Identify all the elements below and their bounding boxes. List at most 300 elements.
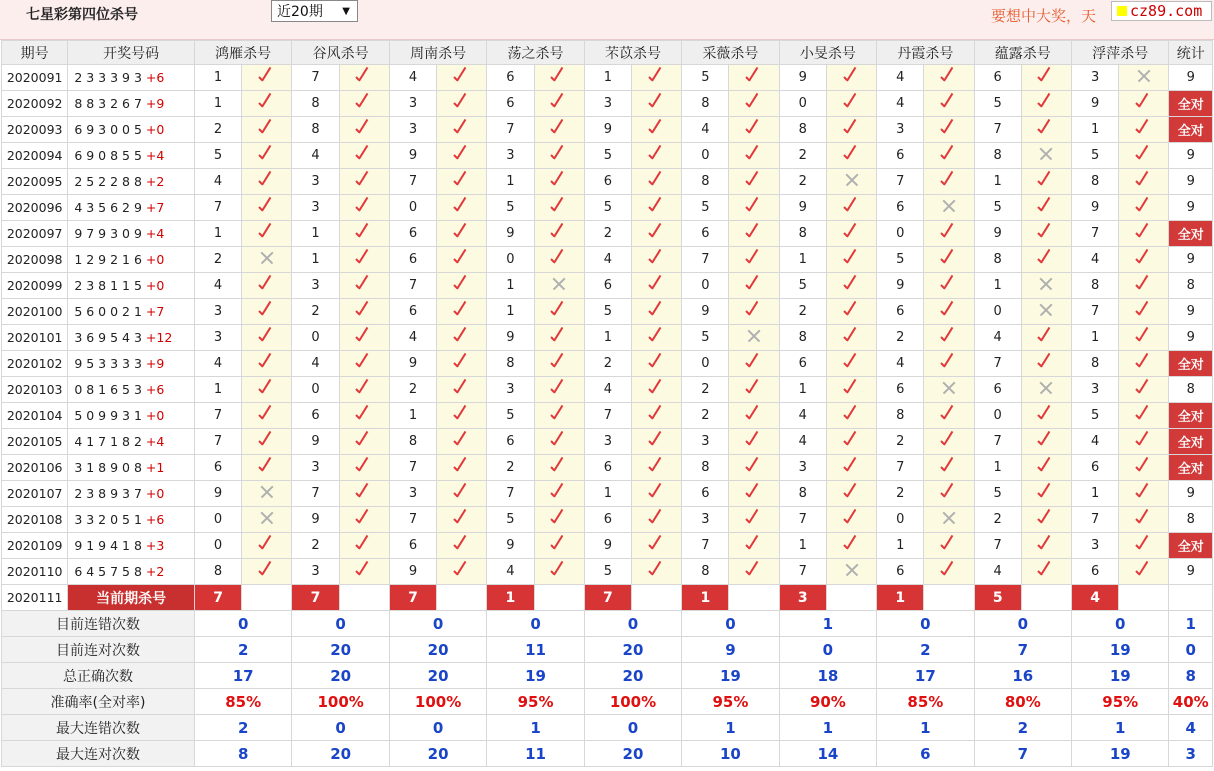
check-icon — [354, 353, 374, 371]
stats-value: 2 — [194, 637, 291, 663]
kill-number-cell: 9 — [877, 273, 924, 299]
stats-value: 6 — [877, 741, 974, 767]
check-icon — [1036, 327, 1056, 345]
kill-number-cell: 9 — [1072, 91, 1119, 117]
kill-number-cell: 4 — [1072, 429, 1119, 455]
sum-offset: +4 — [145, 148, 165, 163]
check-icon — [647, 223, 667, 241]
stat-cell: 全对 — [1169, 117, 1213, 143]
numbers-cell — [68, 533, 195, 559]
result-cell — [437, 117, 487, 143]
header-expert[interactable]: 浮萍杀号 — [1072, 41, 1169, 65]
kill-number-cell: 4 — [584, 247, 631, 273]
kill-number-cell: 6 — [877, 143, 924, 169]
stats-value: 20 — [292, 663, 389, 689]
kill-number-cell: 0 — [877, 221, 924, 247]
kill-number-cell: 2 — [682, 377, 729, 403]
header-period: 期号 — [2, 41, 68, 65]
check-icon — [744, 483, 764, 501]
kill-number-cell: 5 — [487, 195, 534, 221]
kill-number-cell: 1 — [877, 533, 924, 559]
table-row — [2, 533, 1213, 559]
kill-number-cell: 9 — [292, 507, 339, 533]
kill-number-cell: 9 — [487, 221, 534, 247]
check-icon — [647, 509, 667, 527]
header-expert[interactable]: 周南杀号 — [389, 41, 486, 65]
check-icon — [257, 405, 277, 423]
check-icon — [452, 249, 472, 267]
check-icon — [939, 249, 959, 267]
result-cell — [242, 65, 292, 91]
result-cell — [924, 377, 974, 403]
check-icon — [1036, 223, 1056, 241]
draw-numbers: 0 8 1 6 5 3 — [74, 382, 146, 397]
result-cell — [1021, 117, 1071, 143]
result-cell — [1021, 351, 1071, 377]
result-cell — [1119, 455, 1169, 481]
result-cell — [729, 195, 779, 221]
cross-icon — [259, 510, 275, 526]
table-row — [2, 455, 1213, 481]
stat-cell: 全对 — [1169, 221, 1213, 247]
check-icon — [744, 197, 764, 215]
check-icon — [257, 119, 277, 137]
result-cell — [339, 325, 389, 351]
draw-numbers: 9 7 9 3 0 9 — [74, 226, 146, 241]
kill-number-cell: 8 — [1072, 169, 1119, 195]
current-empty-cell — [339, 585, 389, 611]
result-cell — [631, 117, 681, 143]
result-cell — [339, 559, 389, 585]
stats-value: 95% — [1072, 689, 1169, 715]
result-cell — [631, 377, 681, 403]
kill-number-cell: 4 — [877, 65, 924, 91]
kill-number-cell: 6 — [389, 221, 436, 247]
kill-number-cell: 5 — [974, 195, 1021, 221]
numbers-cell — [68, 117, 195, 143]
result-cell — [1021, 195, 1071, 221]
check-icon — [647, 119, 667, 137]
kill-number-cell: 7 — [877, 455, 924, 481]
stat-cell: 9 — [1169, 299, 1213, 325]
kill-number-cell: 7 — [682, 247, 729, 273]
check-icon — [354, 431, 374, 449]
kill-number-cell: 8 — [194, 559, 241, 585]
stats-row — [2, 715, 1213, 741]
header-expert[interactable]: 鸿雁杀号 — [194, 41, 291, 65]
kill-number-cell: 5 — [584, 299, 631, 325]
cross-icon — [259, 484, 275, 500]
stat-cell: 9 — [1169, 195, 1213, 221]
result-cell — [924, 143, 974, 169]
cross-icon — [941, 510, 957, 526]
check-icon — [744, 561, 764, 579]
result-cell — [242, 403, 292, 429]
kill-number-cell: 6 — [584, 455, 631, 481]
kill-number-cell: 0 — [389, 195, 436, 221]
kill-number-cell: 3 — [292, 195, 339, 221]
result-cell — [1119, 325, 1169, 351]
stats-value: 1 — [487, 715, 584, 741]
current-kill-number: 4 — [1072, 585, 1119, 611]
result-cell — [1119, 195, 1169, 221]
kill-number-cell: 3 — [389, 91, 436, 117]
table-row — [2, 91, 1213, 117]
cross-icon — [746, 328, 762, 344]
check-icon — [744, 223, 764, 241]
cross-icon — [1038, 146, 1054, 162]
period-cell: 2020102 — [2, 351, 68, 377]
header-expert[interactable]: 荡之杀号 — [487, 41, 584, 65]
check-icon — [452, 535, 472, 553]
result-cell — [729, 325, 779, 351]
stats-label: 最大连错次数 — [2, 715, 195, 741]
kill-number-cell: 7 — [389, 169, 436, 195]
check-icon — [1134, 275, 1154, 293]
result-cell — [826, 299, 876, 325]
result-cell — [437, 91, 487, 117]
numbers-cell — [68, 273, 195, 299]
kill-number-cell: 2 — [292, 299, 339, 325]
stats-value: 9 — [682, 637, 779, 663]
check-icon — [452, 509, 472, 527]
check-icon — [1134, 197, 1154, 215]
result-cell — [437, 273, 487, 299]
check-icon — [452, 457, 472, 475]
check-icon — [1134, 145, 1154, 163]
table-row — [2, 377, 1213, 403]
kill-number-cell: 6 — [584, 169, 631, 195]
result-cell — [631, 91, 681, 117]
result-cell — [631, 143, 681, 169]
check-icon — [939, 93, 959, 111]
draw-numbers: 6 4 5 7 5 8 — [74, 564, 146, 579]
stats-value: 8 — [194, 741, 291, 767]
kill-number-cell: 2 — [974, 507, 1021, 533]
kill-number-cell: 2 — [779, 169, 826, 195]
check-icon — [744, 353, 764, 371]
check-icon — [1134, 223, 1154, 241]
check-icon — [549, 535, 569, 553]
result-cell — [339, 507, 389, 533]
current-kill-number: 7 — [584, 585, 631, 611]
result-cell — [242, 169, 292, 195]
period-cell: 2020093 — [2, 117, 68, 143]
check-icon — [452, 93, 472, 111]
check-icon — [452, 67, 472, 85]
check-icon — [1134, 535, 1154, 553]
period-cell: 2020099 — [2, 273, 68, 299]
kill-number-cell: 3 — [487, 143, 534, 169]
period-cell: 2020103 — [2, 377, 68, 403]
draw-numbers: 9 1 9 4 1 8 — [74, 538, 146, 553]
stats-value: 95% — [682, 689, 779, 715]
kill-number-cell: 5 — [779, 273, 826, 299]
kill-number-cell: 0 — [292, 325, 339, 351]
kill-number-cell: 6 — [389, 299, 436, 325]
result-cell — [729, 533, 779, 559]
check-icon — [1036, 353, 1056, 371]
result-cell — [1119, 65, 1169, 91]
stats-value: 20 — [389, 663, 486, 689]
numbers-cell — [68, 403, 195, 429]
result-cell — [1119, 429, 1169, 455]
check-icon — [549, 457, 569, 475]
result-cell — [924, 299, 974, 325]
kill-number-cell: 7 — [194, 195, 241, 221]
table-row — [2, 247, 1213, 273]
kill-number-cell: 8 — [292, 117, 339, 143]
check-icon — [647, 249, 667, 267]
stats-value: 1 — [682, 715, 779, 741]
check-icon — [549, 301, 569, 319]
sum-offset: +4 — [145, 434, 165, 449]
top-bar — [0, 0, 1214, 40]
result-cell — [339, 403, 389, 429]
check-icon — [842, 379, 862, 397]
draw-numbers: 8 8 3 2 6 7 — [74, 96, 146, 111]
stats-row — [2, 741, 1213, 767]
stats-value: 0 — [389, 611, 486, 637]
current-kill-number: 1 — [487, 585, 534, 611]
check-icon — [939, 171, 959, 189]
kill-number-cell: 8 — [682, 91, 729, 117]
kill-number-cell: 8 — [974, 143, 1021, 169]
stats-value: 17 — [877, 663, 974, 689]
check-icon — [257, 431, 277, 449]
kill-number-cell: 1 — [1072, 117, 1119, 143]
kill-number-cell: 6 — [389, 533, 436, 559]
kill-number-cell: 9 — [487, 533, 534, 559]
header-expert[interactable]: 采薇杀号 — [682, 41, 779, 65]
numbers-cell — [68, 455, 195, 481]
check-icon — [354, 457, 374, 475]
kill-number-cell: 6 — [682, 481, 729, 507]
result-cell — [242, 325, 292, 351]
range-select[interactable] — [271, 0, 358, 22]
result-cell — [631, 65, 681, 91]
kill-number-cell: 6 — [194, 455, 241, 481]
check-icon — [452, 483, 472, 501]
header-expert[interactable]: 谷风杀号 — [292, 41, 389, 65]
check-icon — [354, 93, 374, 111]
kill-number-cell: 1 — [194, 65, 241, 91]
numbers-cell — [68, 481, 195, 507]
check-icon — [1036, 535, 1056, 553]
marquee-text[interactable]: 要想中大奖，天 — [991, 7, 1097, 25]
check-icon — [549, 249, 569, 267]
sum-offset: +7 — [145, 200, 165, 215]
current-kill-number: 1 — [877, 585, 924, 611]
current-period: 2020111 — [2, 585, 68, 611]
header-expert[interactable]: 蕴露杀号 — [974, 41, 1071, 65]
result-cell — [631, 481, 681, 507]
sum-offset: +0 — [145, 252, 165, 267]
kill-number-cell: 7 — [1072, 221, 1119, 247]
result-cell — [729, 377, 779, 403]
result-cell — [339, 65, 389, 91]
current-empty-cell — [1021, 585, 1071, 611]
check-icon — [647, 197, 667, 215]
kill-number-cell: 6 — [974, 377, 1021, 403]
stats-value: 80% — [974, 689, 1071, 715]
kill-number-cell: 4 — [974, 325, 1021, 351]
kill-number-cell: 4 — [292, 351, 339, 377]
kill-number-cell: 9 — [974, 221, 1021, 247]
check-icon — [744, 119, 764, 137]
result-cell — [242, 559, 292, 585]
check-icon — [842, 249, 862, 267]
kill-number-cell: 7 — [389, 273, 436, 299]
stats-value: 90% — [779, 689, 876, 715]
check-icon — [1036, 93, 1056, 111]
header-expert[interactable]: 丹霞杀号 — [877, 41, 974, 65]
stats-value: 4 — [1169, 715, 1213, 741]
result-cell — [437, 351, 487, 377]
stats-value: 3 — [1169, 741, 1213, 767]
kill-number-cell: 4 — [779, 429, 826, 455]
result-cell — [242, 117, 292, 143]
kill-number-cell: 5 — [877, 247, 924, 273]
numbers-cell — [68, 65, 195, 91]
check-icon — [939, 405, 959, 423]
result-cell — [826, 169, 876, 195]
result-cell — [924, 455, 974, 481]
result-cell — [1119, 377, 1169, 403]
stats-value: 20 — [584, 637, 681, 663]
sum-offset: +3 — [145, 538, 165, 553]
check-icon — [842, 535, 862, 553]
result-cell — [242, 533, 292, 559]
result-cell — [924, 91, 974, 117]
result-cell — [242, 143, 292, 169]
period-cell: 2020092 — [2, 91, 68, 117]
kill-number-cell: 7 — [389, 507, 436, 533]
kill-number-cell: 5 — [682, 325, 729, 351]
site-logo[interactable] — [1111, 1, 1212, 21]
current-empty-cell — [1119, 585, 1169, 611]
result-cell — [826, 559, 876, 585]
check-icon — [354, 67, 374, 85]
check-icon — [842, 119, 862, 137]
check-icon — [452, 379, 472, 397]
check-icon — [354, 223, 374, 241]
sum-offset: +1 — [145, 460, 165, 475]
kill-number-cell: 3 — [682, 507, 729, 533]
check-icon — [452, 405, 472, 423]
result-cell — [242, 299, 292, 325]
kill-number-cell: 6 — [779, 351, 826, 377]
period-cell: 2020095 — [2, 169, 68, 195]
result-cell — [339, 169, 389, 195]
kill-number-cell: 4 — [779, 403, 826, 429]
stats-value: 1 — [1169, 611, 1213, 637]
kill-number-cell: 1 — [974, 273, 1021, 299]
check-icon — [842, 327, 862, 345]
sum-offset: +0 — [145, 122, 165, 137]
stats-row — [2, 663, 1213, 689]
check-icon — [549, 431, 569, 449]
check-icon — [354, 145, 374, 163]
sum-offset: +7 — [145, 304, 165, 319]
numbers-cell — [68, 299, 195, 325]
result-cell — [729, 143, 779, 169]
table-row — [2, 299, 1213, 325]
stats-value: 100% — [584, 689, 681, 715]
check-icon — [647, 457, 667, 475]
sum-offset: +0 — [145, 408, 165, 423]
kill-number-cell: 5 — [1072, 403, 1119, 429]
table-row — [2, 195, 1213, 221]
result-cell — [631, 221, 681, 247]
result-cell — [534, 91, 584, 117]
kill-number-cell: 3 — [487, 377, 534, 403]
result-cell — [631, 507, 681, 533]
check-icon — [257, 171, 277, 189]
check-icon — [647, 171, 667, 189]
cross-icon — [1038, 276, 1054, 292]
kill-number-cell: 2 — [487, 455, 534, 481]
kill-number-cell: 7 — [389, 455, 436, 481]
kill-number-cell: 9 — [1072, 195, 1119, 221]
check-icon — [647, 431, 667, 449]
kill-number-cell: 8 — [779, 117, 826, 143]
result-cell — [1021, 533, 1071, 559]
numbers-cell — [68, 325, 195, 351]
check-icon — [257, 353, 277, 371]
check-icon — [842, 301, 862, 319]
result-cell — [534, 559, 584, 585]
kill-number-cell: 3 — [292, 169, 339, 195]
current-kill-number: 5 — [974, 585, 1021, 611]
numbers-cell — [68, 169, 195, 195]
kill-number-cell: 0 — [682, 273, 729, 299]
header-expert[interactable]: 小旻杀号 — [779, 41, 876, 65]
result-cell — [437, 143, 487, 169]
kill-number-cell: 1 — [487, 169, 534, 195]
result-cell — [437, 195, 487, 221]
stat-cell: 9 — [1169, 143, 1213, 169]
period-cell: 2020100 — [2, 299, 68, 325]
result-cell — [437, 507, 487, 533]
kill-number-cell: 4 — [584, 377, 631, 403]
check-icon — [647, 535, 667, 553]
header-expert[interactable]: 芣苡杀号 — [584, 41, 681, 65]
kill-number-cell: 2 — [194, 247, 241, 273]
result-cell — [534, 351, 584, 377]
draw-numbers: 2 3 3 3 9 3 — [74, 70, 146, 85]
result-cell — [339, 533, 389, 559]
kill-number-cell: 8 — [779, 481, 826, 507]
kill-number-cell: 3 — [389, 481, 436, 507]
result-cell — [826, 91, 876, 117]
kill-number-cell: 6 — [877, 195, 924, 221]
kill-number-cell: 7 — [487, 481, 534, 507]
kill-number-cell: 0 — [877, 507, 924, 533]
check-icon — [939, 483, 959, 501]
stats-value: 100% — [389, 689, 486, 715]
stats-value: 1 — [877, 715, 974, 741]
stats-value: 2 — [974, 715, 1071, 741]
kill-number-cell: 1 — [292, 247, 339, 273]
check-icon — [939, 327, 959, 345]
check-icon — [257, 379, 277, 397]
check-icon — [452, 119, 472, 137]
current-empty-cell — [729, 585, 779, 611]
check-icon — [647, 405, 667, 423]
check-icon — [354, 275, 374, 293]
result-cell — [729, 559, 779, 585]
